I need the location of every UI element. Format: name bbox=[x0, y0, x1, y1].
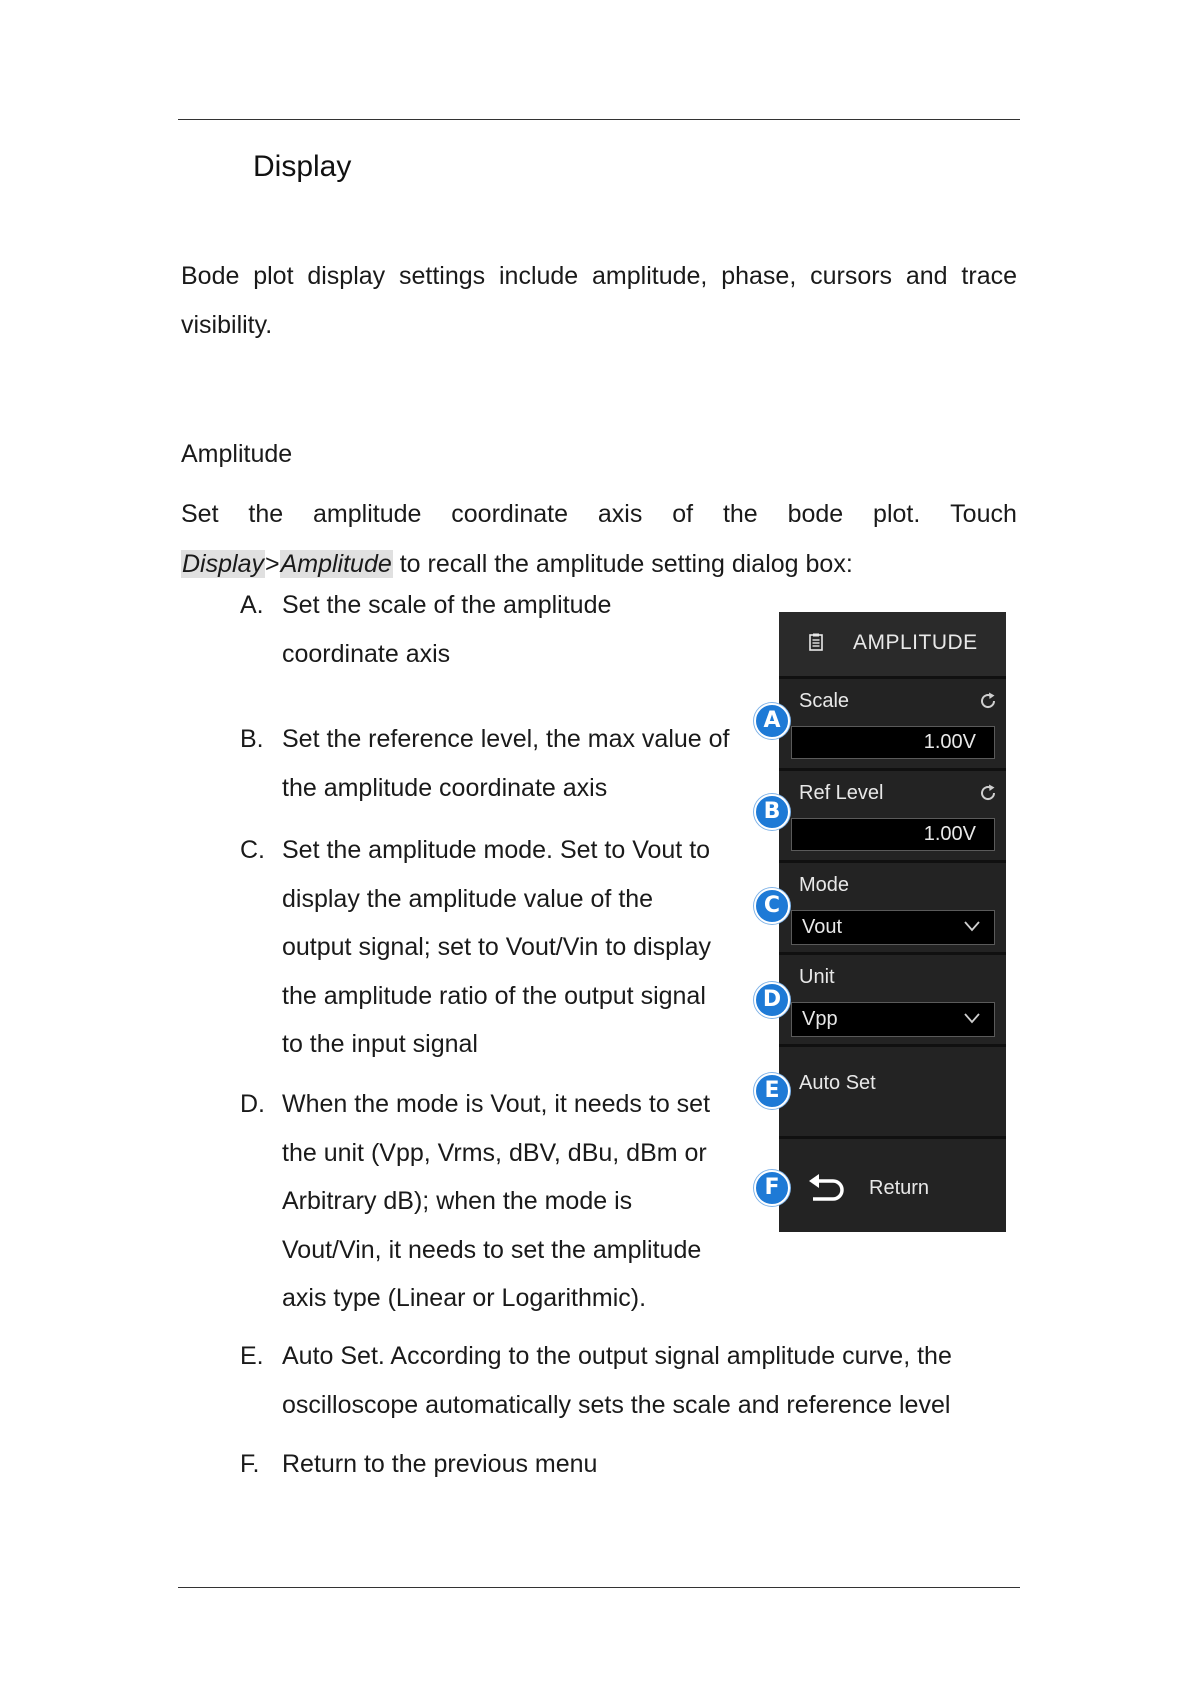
item-line: display the amplitude value of the bbox=[282, 884, 654, 913]
item-line: Arbitrary dB); when the mode is bbox=[282, 1187, 633, 1215]
amplitude-heading: Amplitude bbox=[181, 440, 293, 468]
touch-instruction bbox=[181, 550, 853, 579]
menu-path-display: Display bbox=[182, 550, 264, 578]
touch-instruction-rest: to recall the amplitude setting dialog box: bbox=[392, 550, 853, 578]
instruction-word: amplitude bbox=[313, 500, 422, 528]
instruction-word: bode bbox=[787, 500, 844, 528]
instruction-word: coordinate bbox=[451, 500, 569, 528]
instruction-word: the bbox=[722, 500, 758, 528]
item-letter: F. bbox=[240, 1450, 260, 1478]
item-line: Return to the previous menu bbox=[282, 1450, 598, 1478]
instruction-word: axis bbox=[597, 500, 643, 528]
item-letter: E. bbox=[240, 1342, 264, 1370]
mode-control[interactable] bbox=[779, 863, 1006, 955]
item-line: Auto Set. According to the output signal amplitude curve, the bbox=[282, 1342, 952, 1370]
scale-control[interactable] bbox=[779, 679, 1006, 771]
item-line: to the input signal bbox=[282, 1030, 478, 1058]
scale-value[interactable]: 1.00V bbox=[791, 726, 995, 759]
instruction-line bbox=[181, 500, 1017, 529]
instruction-word: the bbox=[248, 500, 284, 528]
menu-title: AMPLITUDE bbox=[853, 631, 978, 654]
item-line: Set the scale of the amplitude bbox=[282, 591, 612, 619]
item-letter: C. bbox=[240, 836, 265, 864]
return-arrow-icon bbox=[807, 1172, 847, 1204]
item-text bbox=[282, 715, 729, 812]
chevron-down-icon bbox=[964, 1012, 980, 1024]
unit-value: Vpp bbox=[802, 1008, 838, 1030]
auto-set-label: Auto Set bbox=[799, 1072, 876, 1094]
callout-badge-e: E bbox=[754, 1073, 790, 1109]
callout-badge-b: B bbox=[754, 794, 790, 830]
document-icon bbox=[809, 633, 823, 651]
intro-paragraph: Bode plot display settings include amplitude, phase, cursors and trace visibility. bbox=[181, 262, 1017, 339]
item-line: oscilloscope automatically sets the scale and reference level bbox=[282, 1390, 951, 1419]
item-line: the amplitude coordinate axis bbox=[282, 773, 608, 802]
item-line: Set the amplitude mode. Set to Vout to bbox=[282, 836, 711, 864]
item-line: axis type (Linear or Logarithmic). bbox=[282, 1284, 647, 1312]
chevron-down-icon bbox=[964, 920, 980, 932]
item-line: the amplitude ratio of the output signal bbox=[282, 981, 706, 1010]
instruction-word: Set bbox=[181, 500, 219, 528]
menu-path-separator: > bbox=[264, 550, 280, 578]
mode-value: Vout bbox=[802, 916, 843, 938]
instruction-word: Touch bbox=[950, 500, 1017, 528]
item-line: output signal; set to Vout/Vin to display bbox=[282, 933, 711, 961]
item-line: When the mode is Vout, it needs to set bbox=[282, 1090, 711, 1118]
footer-rule bbox=[178, 1587, 1020, 1588]
return-label: Return bbox=[869, 1177, 930, 1199]
return-button[interactable] bbox=[779, 1139, 1006, 1232]
unit-label: Unit bbox=[799, 966, 835, 988]
item-line: the unit (Vpp, Vrms, dBV, dBu, dBm or bbox=[282, 1138, 707, 1167]
instruction-word: of bbox=[672, 500, 694, 528]
unit-control[interactable] bbox=[779, 955, 1006, 1047]
refresh-icon bbox=[978, 783, 998, 803]
section-title: Display bbox=[253, 150, 352, 183]
item-text bbox=[282, 581, 611, 678]
mode-label: Mode bbox=[799, 874, 850, 896]
menu-header bbox=[779, 612, 1006, 679]
item-line: Vout/Vin, it needs to set the amplitude bbox=[282, 1235, 702, 1264]
ref-level-label: Ref Level bbox=[799, 782, 884, 804]
item-line: Set the reference level, the max value of bbox=[282, 725, 730, 753]
item-letter: D. bbox=[240, 1090, 265, 1118]
item-text bbox=[282, 1440, 597, 1489]
header-rule bbox=[178, 119, 1020, 120]
amplitude-menu-figure bbox=[779, 612, 1006, 1232]
item-text bbox=[282, 1332, 952, 1429]
unit-select[interactable] bbox=[791, 1002, 995, 1037]
item-text bbox=[282, 1080, 710, 1323]
item-text bbox=[282, 826, 711, 1069]
refresh-icon bbox=[978, 691, 998, 711]
callout-badge-a: A bbox=[754, 703, 790, 739]
item-line: coordinate axis bbox=[282, 639, 451, 668]
mode-select[interactable] bbox=[791, 910, 995, 945]
callout-badge-d: D bbox=[754, 982, 790, 1018]
scale-label: Scale bbox=[799, 690, 850, 712]
item-letter: B. bbox=[240, 725, 264, 753]
callout-badge-c: C bbox=[754, 888, 790, 924]
ref-level-value[interactable]: 1.00V bbox=[791, 818, 995, 851]
auto-set-button[interactable] bbox=[779, 1047, 1006, 1139]
callout-badge-f: F bbox=[754, 1170, 790, 1206]
item-letter: A. bbox=[240, 591, 264, 619]
instruction-word: plot. bbox=[873, 500, 921, 528]
ref-level-control[interactable] bbox=[779, 771, 1006, 863]
menu-path-amplitude: Amplitude bbox=[280, 550, 392, 578]
